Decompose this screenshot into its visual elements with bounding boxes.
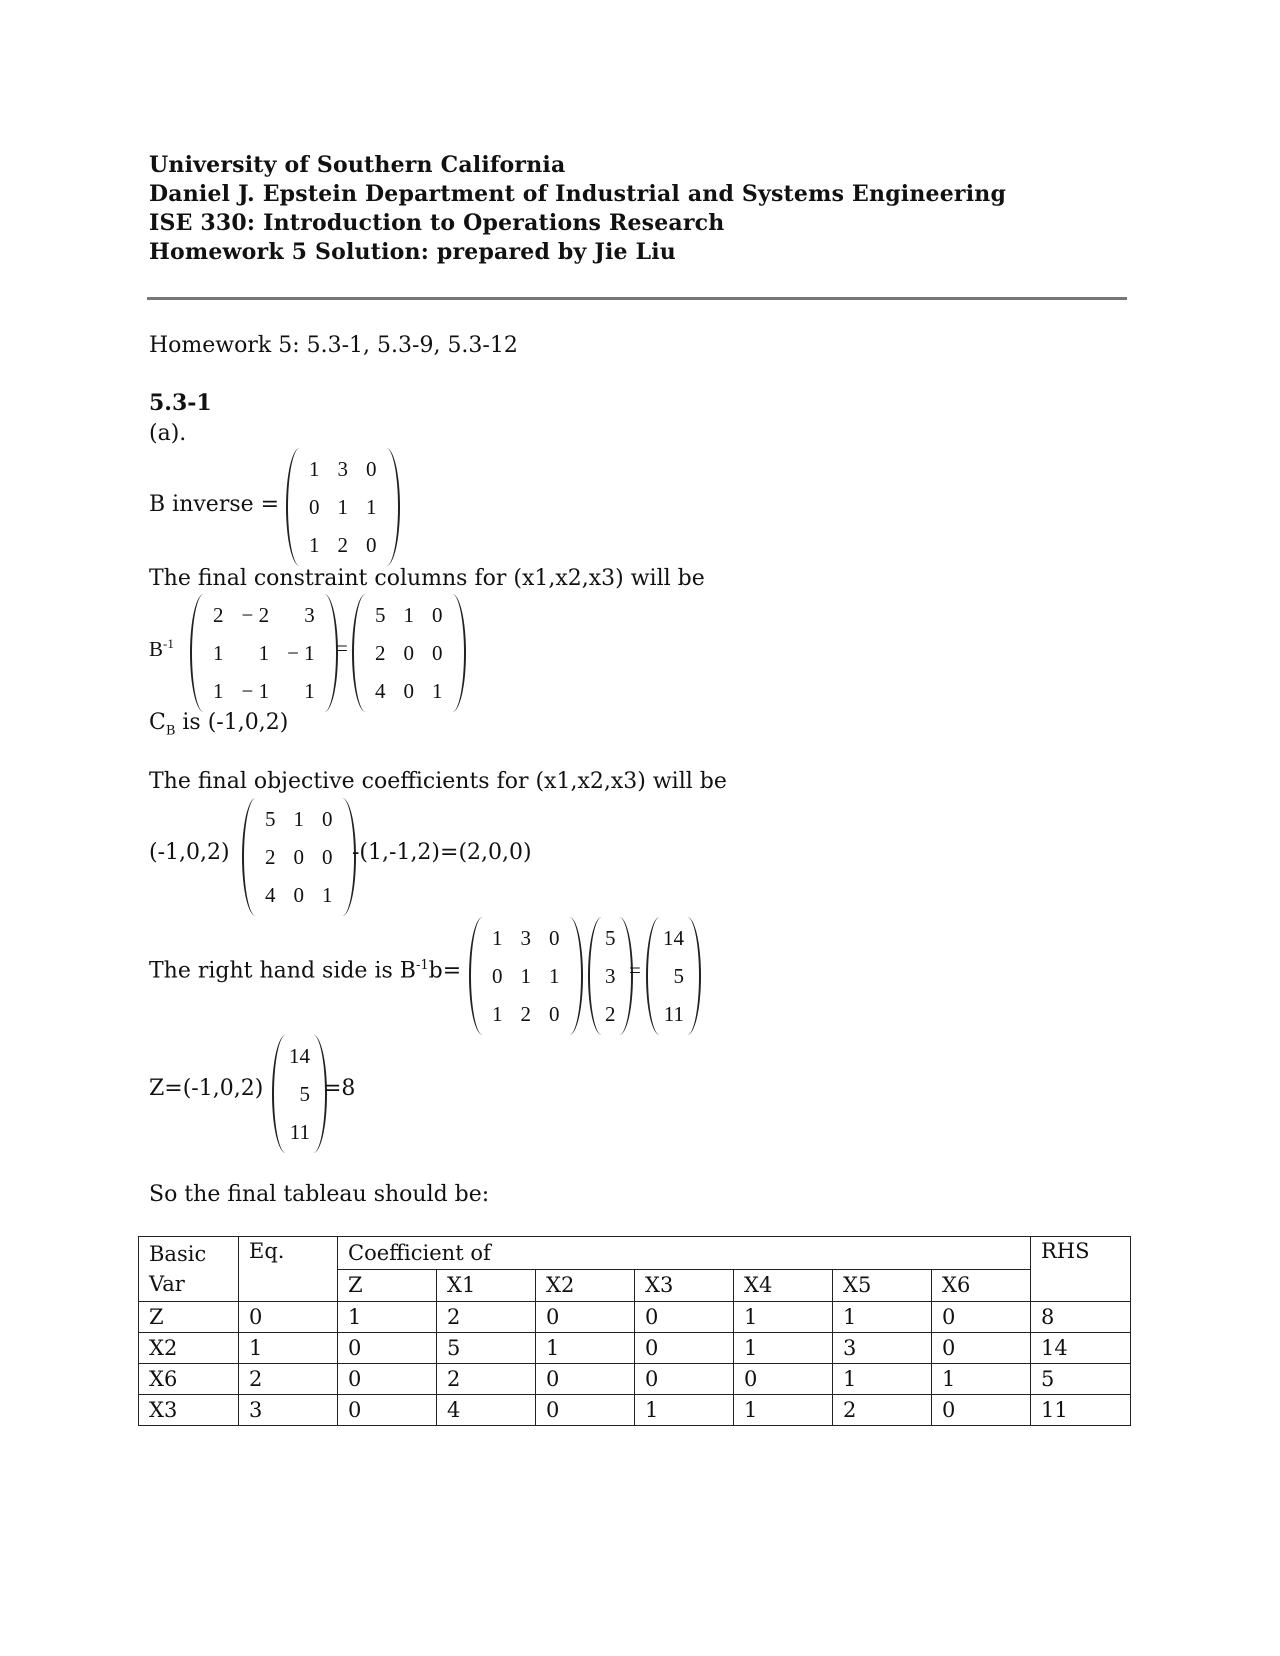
z-vector: 14 5 11	[272, 1035, 327, 1153]
section-title: 5.3-1	[149, 390, 212, 416]
col-header: X6	[932, 1269, 1031, 1302]
header-university: University of Southern California	[149, 152, 566, 178]
header-coefficient-of: Coefficient of	[338, 1237, 1031, 1270]
rhs-b-vector: 5 3 2	[588, 917, 633, 1035]
table-row: X3 3 0 4 0 1 1 2 0 11	[139, 1395, 1131, 1426]
b-inverse-label: B inverse =	[149, 492, 280, 517]
table-row: X6 2 0 2 0 0 0 1 1 5	[139, 1364, 1131, 1395]
table-row: Z 0 1 2 0 0 1 1 0 8	[139, 1302, 1131, 1333]
constraint-text: The final constraint columns for (x1,x2,x3) will be	[149, 566, 705, 591]
header-divider	[147, 297, 1127, 300]
rhs-b-inverse-matrix: 1 3 0 0 1 1 1 2 0	[469, 917, 583, 1035]
col-header: X3	[635, 1269, 734, 1302]
objective-matrix: 5 1 0 2 0 0 4 0 1	[242, 798, 356, 916]
rhs-equals: =	[629, 958, 641, 982]
objective-suffix: -(1,-1,2)=(2,0,0)	[352, 840, 532, 865]
header-rhs: RHS	[1031, 1237, 1131, 1302]
header-homework: Homework 5 Solution: prepared by Jie Liu	[149, 239, 676, 265]
a-matrix: 2 − 2 3 1 1 − 1 1 − 1 1	[190, 594, 338, 712]
table-row: X2 1 0 5 1 0 1 3 0 14	[139, 1333, 1131, 1364]
cb-line: $C_B$ is (-1,0,2)	[149, 710, 289, 739]
b-inv-symbol: $B^{-1}$	[149, 636, 174, 661]
col-header: X4	[734, 1269, 833, 1302]
header-department: Daniel J. Epstein Department of Industrial and Systems Engineering	[149, 181, 1007, 207]
equals-sign: =	[336, 636, 348, 660]
header-eq: Eq.	[239, 1237, 338, 1302]
final-tableau-text: So the final tableau should be:	[149, 1182, 490, 1207]
objective-text: The final objective coefficients for (x1,x2,x3) will be	[149, 769, 727, 794]
objective-prefix: (-1,0,2)	[149, 840, 230, 865]
z-suffix: =8	[323, 1076, 356, 1101]
rhs-text: The right hand side is $B^{-1}b=$	[149, 958, 462, 984]
col-header: X5	[833, 1269, 932, 1302]
header-basic-var: Basic Var	[139, 1237, 239, 1302]
part-label: (a).	[149, 421, 187, 446]
final-tableau	[138, 1236, 1131, 1426]
rhs-result-vector: 14 5 11	[646, 917, 701, 1035]
b-inverse-matrix: 1 3 0 0 1 1 1 2 0	[286, 448, 400, 566]
col-header: X1	[437, 1269, 536, 1302]
col-header: X2	[536, 1269, 635, 1302]
col-header: Z	[338, 1269, 437, 1302]
header-course: ISE 330: Introduction to Operations Research	[149, 210, 725, 236]
z-prefix: Z=(-1,0,2)	[149, 1076, 264, 1101]
constraint-result-matrix: 5 1 0 2 0 0 4 0 1	[352, 594, 466, 712]
assignment-line: Homework 5: 5.3-1, 5.3-9, 5.3-12	[149, 333, 518, 358]
